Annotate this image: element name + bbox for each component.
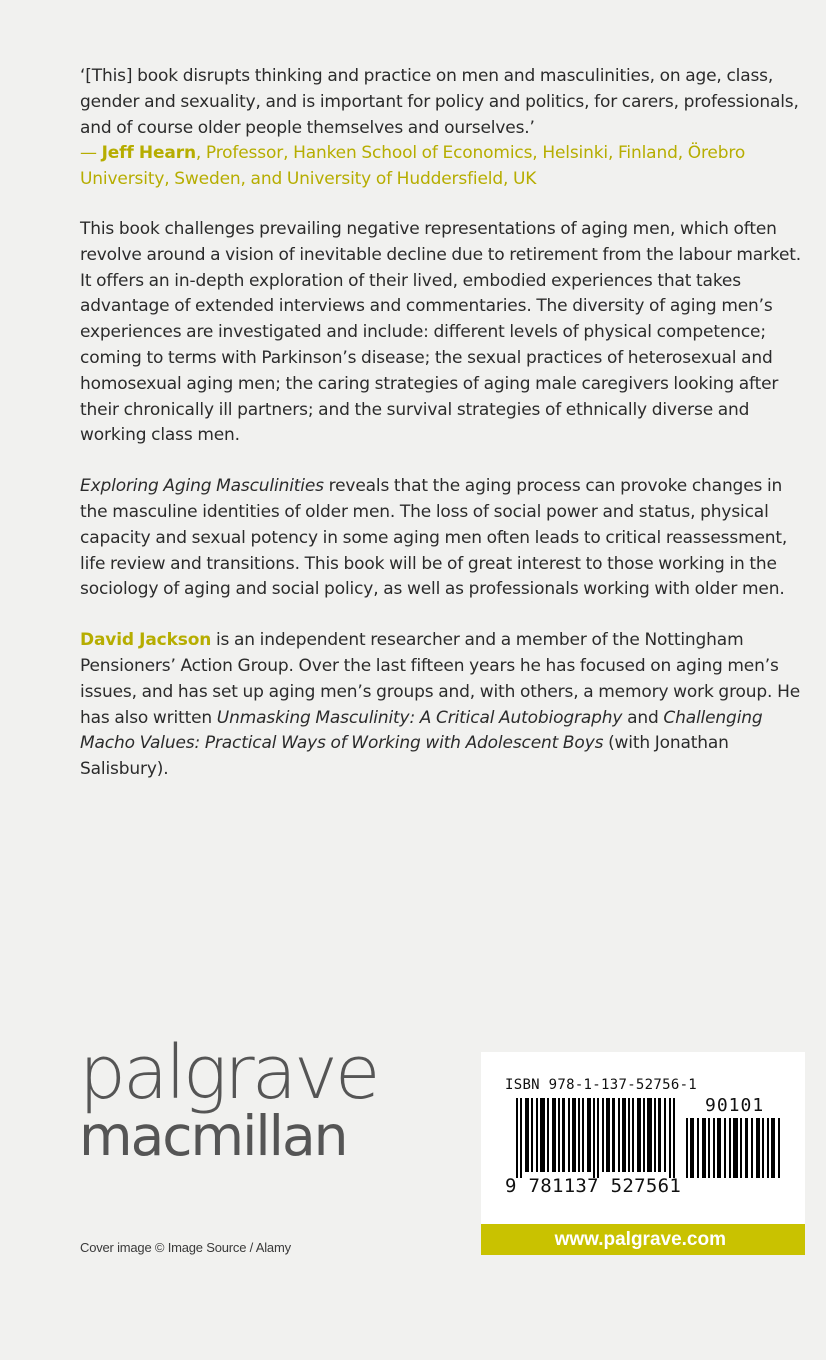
bio-coauthor: (with Jonathan Salisbury). [80,733,729,780]
isbn-label: ISBN 978-1-137-52756-1 [505,1077,698,1093]
quote-text: ‘[This] book disrupts thinking and practice on men and masculinities, on age, class, gender and sexuality, and is important for policy and politics, for carers, professionals, and of course older people themselves and ourselves.’ [80,66,799,138]
endorsement-quote [80,64,808,193]
book-title-1: Unmasking Masculinity: A Critical Autobiography [216,707,623,728]
back-cover-text [80,64,808,783]
book-title: Exploring Aging Masculinities [80,476,324,497]
logo-macmillan: macmillan [79,1104,347,1168]
publisher-website[interactable]: www.palgrave.com [481,1224,805,1255]
ean-digits: 9 781137 527561 [505,1175,682,1197]
cover-credit: Cover image © Image Source / Alamy [80,1240,291,1255]
barcode-addon-bars [686,1118,782,1178]
quote-dash: — [80,143,102,164]
author-bio [80,628,808,783]
bio-text: is an independent researcher and a member of the Nottingham Pensioners’ Action Group. Over the last fifteen years he has focused on aging men’s issues, and has set up aging men’s groups and, with others, a memory work group. He has also written [80,630,801,728]
barcode-bars [516,1098,676,1178]
quote-affiliation: , Professor, Hanken School of Economics, Helsinki, Finland, Örebro University, Sweden, and University of Huddersfield, UK [80,143,746,190]
summary-paragraph [80,474,808,603]
barcode-addon-digits: 90101 [705,1095,765,1116]
logo-palgrave: palgrave [79,1030,378,1116]
book-title-2: Challenging Macho Values: Practical Ways of Working with Adolescent Boys [80,707,763,754]
isbn-barcode [481,1052,805,1224]
description-paragraph: This book challenges prevailing negative representations of aging men, which often revolve around a vision of inevitable decline due to retirement from the labour market. It offers an in-depth exploration of their lived, embodied experiences that takes advantage of extended interviews and commentaries. The diversity of aging men’s experiences are investigated and include: different levels of physical competence; coming to terms with Parkinson’s disease; the sexual practices of heterosexual and homosexual aging men; the caring strategies of aging male caregivers looking after their chronically ill partners; and the survival strategies of ethnically diverse and working class men. [80,218,802,446]
author-name: David Jackson [80,630,212,651]
summary-text: reveals that the aging process can provoke changes in the masculine identities of older men. The loss of social power and status, physical capacity and sexual potency in some aging men often leads to critical reassessment, life review and transitions. This book will be of great interest to those working in the sociology of aging and social policy, as well as professionals working with older men. [80,476,788,600]
quote-author: Jeff Hearn [101,143,196,164]
bio-conjunction: and [622,707,664,728]
quote-attribution [80,143,745,189]
publisher-logo [79,1030,378,1168]
